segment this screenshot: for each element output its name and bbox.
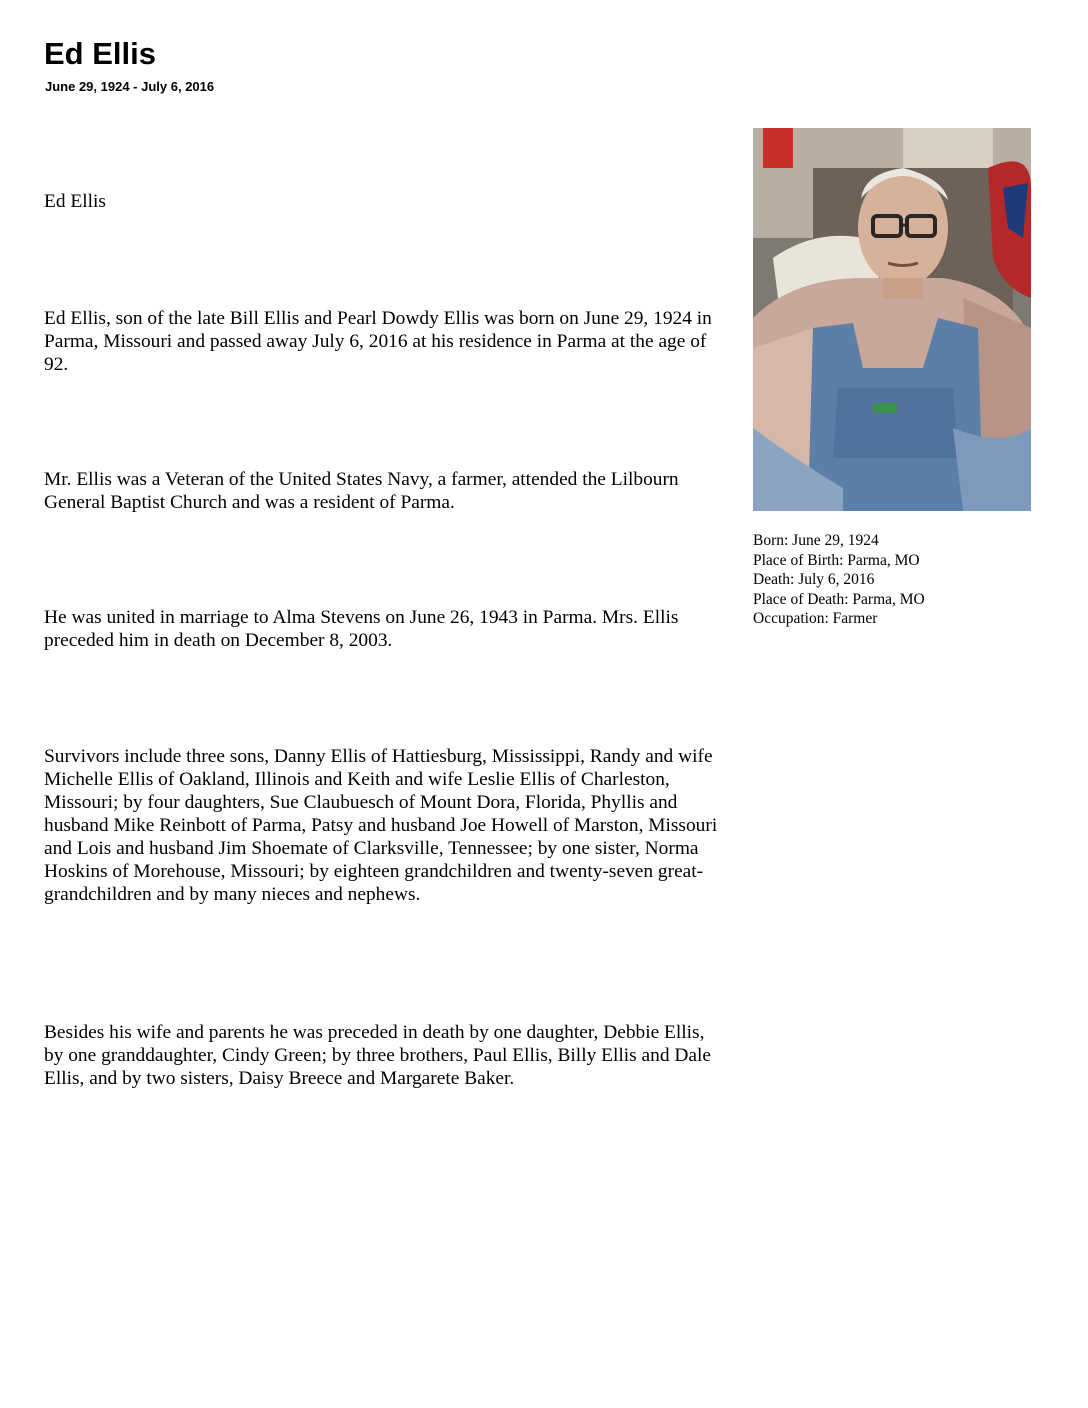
- fact-place-of-birth: Place of Birth: Parma, MO: [753, 551, 920, 569]
- fact-born: Born: June 29, 1924: [753, 532, 879, 549]
- obituary-paragraph: Ed Ellis, son of the late Bill Ellis and Pearl Dowdy Ellis was born on June 29, 1924 in Parma, Missouri and passed away July 6, 2016 at his residence in Parma at the age of 92.: [44, 308, 712, 375]
- obituary-paragraph: Besides his wife and parents he was preceded in death by one daughter, Debbie Ellis, by one granddaughter, Cindy Green; by three brothers, Paul Ellis, Billy Ellis and Dale Ellis, and by two sisters, Daisy Breece and Margarete Baker.: [44, 1022, 711, 1089]
- obituary-paragraph: Ed Ellis: [44, 191, 106, 212]
- life-dates: June 29, 1924 - July 6, 2016: [45, 79, 215, 94]
- fact-place-of-death: Place of Death: Parma, MO: [753, 590, 925, 608]
- fact-death: Death: July 6, 2016: [753, 571, 875, 589]
- obituary-paragraph: He was united in marriage to Alma Stevens on June 26, 1943 in Parma. Mrs. Ellis preceded him in death on December 8, 2003.: [44, 607, 679, 651]
- deceased-name: Ed Ellis: [44, 36, 156, 71]
- portrait-photo: [753, 128, 1031, 511]
- obituary-paragraph: Survivors include three sons, Danny Ellis of Hattiesburg, Mississippi, Randy and wife Michelle Ellis of Oakland, Illinois and Keith and wife Leslie Ellis of Charleston, Missouri; by four daughters, Sue Claubuesch of Mount Dora, Florida, Phyllis and husband Mike Reinbott of Parma, Patsy and husband Joe Howell of Marston, Missouri and Lois and husband Jim Shoemate of Clarksville, Tennessee; by one sister, Norma Hoskins of Morehouse, Missouri; by eighteen grandchildren and twenty-seven great-grandchildren and by many nieces and nephews.: [44, 746, 718, 905]
- obituary-paragraph: Mr. Ellis was a Veteran of the United States Navy, a farmer, attended the Lilbourn General Baptist Church and was a resident of Parma.: [44, 469, 679, 513]
- fact-occupation: Occupation: Farmer: [753, 610, 878, 628]
- vital-facts: [753, 531, 925, 629]
- portrait-image: [753, 128, 1031, 511]
